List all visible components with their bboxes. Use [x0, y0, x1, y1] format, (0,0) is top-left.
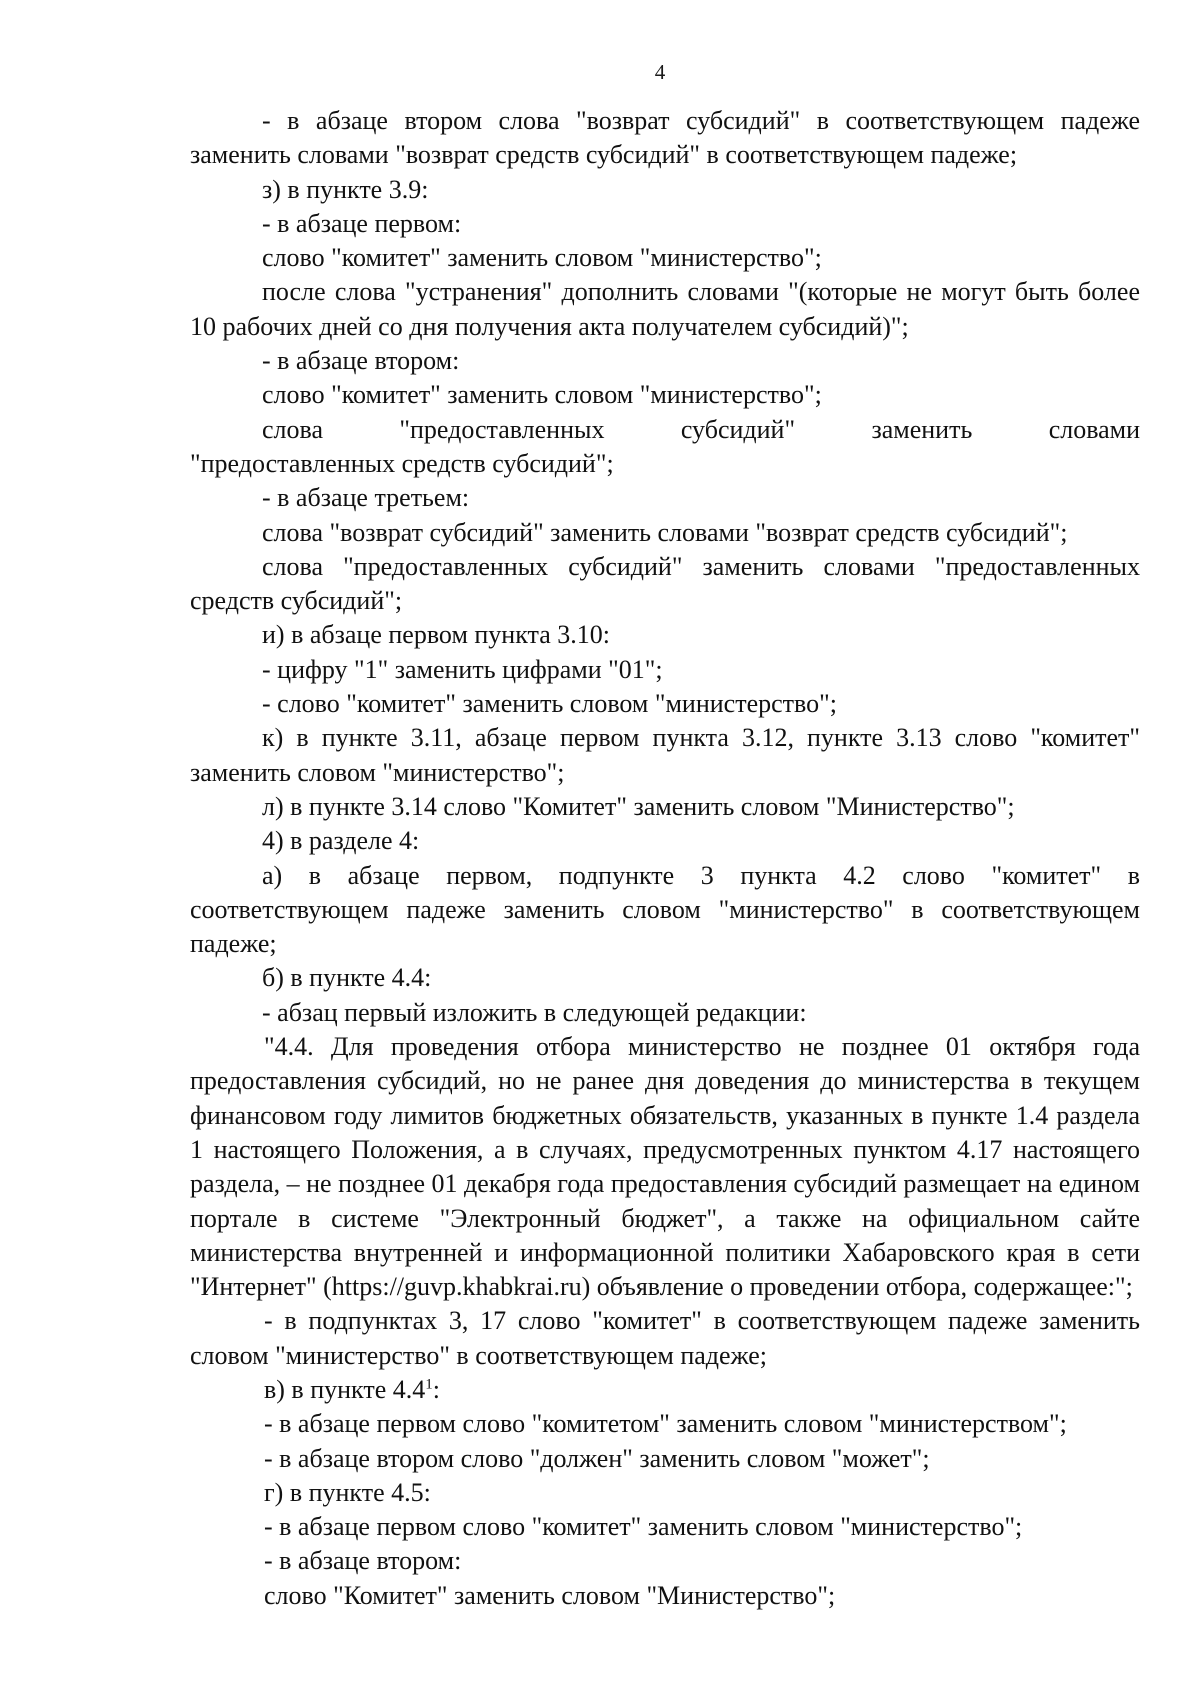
paragraph-12: и) в абзаце первом пункта 3.10:	[262, 620, 610, 650]
paragraph-8-line-2: "предоставленных средств субсидий";	[190, 448, 614, 478]
colon: :	[432, 1374, 440, 1404]
page-number: 4	[654, 60, 666, 84]
clause-text: в) в пункте 4.4	[264, 1374, 426, 1404]
paragraph-9: - в абзаце третьем:	[262, 483, 470, 513]
paragraph-10: слова "возврат субсидий" заменить словами "возврат средств субсидий";	[262, 517, 1068, 547]
paragraph-20: - абзац первый изложить в следующей редакции:	[262, 997, 807, 1027]
paragraph-26: г) в пункте 4.5:	[264, 1477, 431, 1507]
word: слова	[262, 414, 323, 444]
paragraph-5: после слова "устранения" дополнить словами "(которые не могут быть более 10 рабочих дней со дня получения акта получателем субсидий)";	[190, 277, 1140, 341]
paragraph-16: л) в пункте 3.14 слово "Комитет" заменить словом "Министерство";	[262, 791, 1015, 821]
paragraph-17: 4) в разделе 4:	[262, 826, 420, 856]
paragraph-2: з) в пункте 3.9:	[262, 174, 429, 204]
paragraph-7: слово "комитет" заменить словом "министерство";	[262, 380, 822, 410]
paragraph-4: слово "комитет" заменить словом "министерство";	[262, 243, 822, 273]
paragraph-3: - в абзаце первом:	[262, 208, 462, 238]
paragraph-18: а) в абзаце первом, подпункте 3 пункта 4.2 слово "комитет" в соответствующем падеже заменить словом "министерство" в соответствующем падеже;	[190, 860, 1140, 959]
word: заменить	[871, 414, 973, 444]
paragraph-23	[190, 1373, 1140, 1407]
paragraph-19: б) в пункте 4.4:	[262, 963, 432, 993]
paragraph-14: - слово "комитет" заменить словом "министерство";	[262, 689, 837, 719]
paragraph-27: - в абзаце первом слово "комитет" заменить словом "министерство";	[264, 1512, 1023, 1542]
paragraph-25: - в абзаце втором слово "должен" заменить словом "может";	[264, 1443, 930, 1473]
word: субсидий"	[680, 414, 796, 444]
paragraph-13: - цифру "1" заменить цифрами "01";	[262, 654, 663, 684]
paragraph-24: - в абзаце первом слово "комитетом" заменить словом "министерством";	[264, 1409, 1067, 1439]
document-body	[190, 104, 1140, 1613]
paragraph-11: слова "предоставленных субсидий" заменить словами "предоставленных средств субсидий";	[190, 551, 1140, 616]
paragraph-22: - в подпунктах 3, 17 слово "комитет" в соответствующем падеже заменить словом "министерство" в соответствующем падеже;	[190, 1306, 1140, 1370]
word: "предоставленных	[399, 414, 605, 444]
paragraph-6: - в абзаце втором:	[262, 346, 460, 376]
paragraph-8-line-1	[190, 413, 1140, 447]
paragraph-28: - в абзаце втором:	[264, 1546, 462, 1576]
paragraph-29: слово "Комитет" заменить словом "Министерство";	[264, 1580, 836, 1610]
paragraph-21-quoted-text: "4.4. Для проведения отбора министерство не позднее 01 октября года предоставления субсидий, но не ранее дня доведения до министерства в текущем финансовом году лимитов бюджетных обязательств, указанных в пункте 1.4 раздела 1 настоящего Положения, а в случаях, предусмотренных пунктом 4.17 настоящего раздела, – не позднее 01 декабря года предоставления субсидий размещает на едином портале в системе "Электронный бюджет", а также на официальном сайте министерства внутренней и информационной политики Хабаровского края в сети "Интернет" (https://guvp.khabkrai.ru) объявление о проведении отбора, содержащее:";	[190, 1032, 1140, 1302]
word: словами	[1048, 414, 1141, 444]
paragraph-1: - в абзаце втором слова "возврат субсидий" в соответствующем падеже заменить словами "возврат средств субсидий" в соответствующем падеже;	[190, 106, 1140, 170]
superscript: 1	[425, 1376, 433, 1393]
paragraph-15: к) в пункте 3.11, абзаце первом пункта 3.12, пункте 3.13 слово "комитет" заменить словом "министерство";	[190, 723, 1140, 787]
